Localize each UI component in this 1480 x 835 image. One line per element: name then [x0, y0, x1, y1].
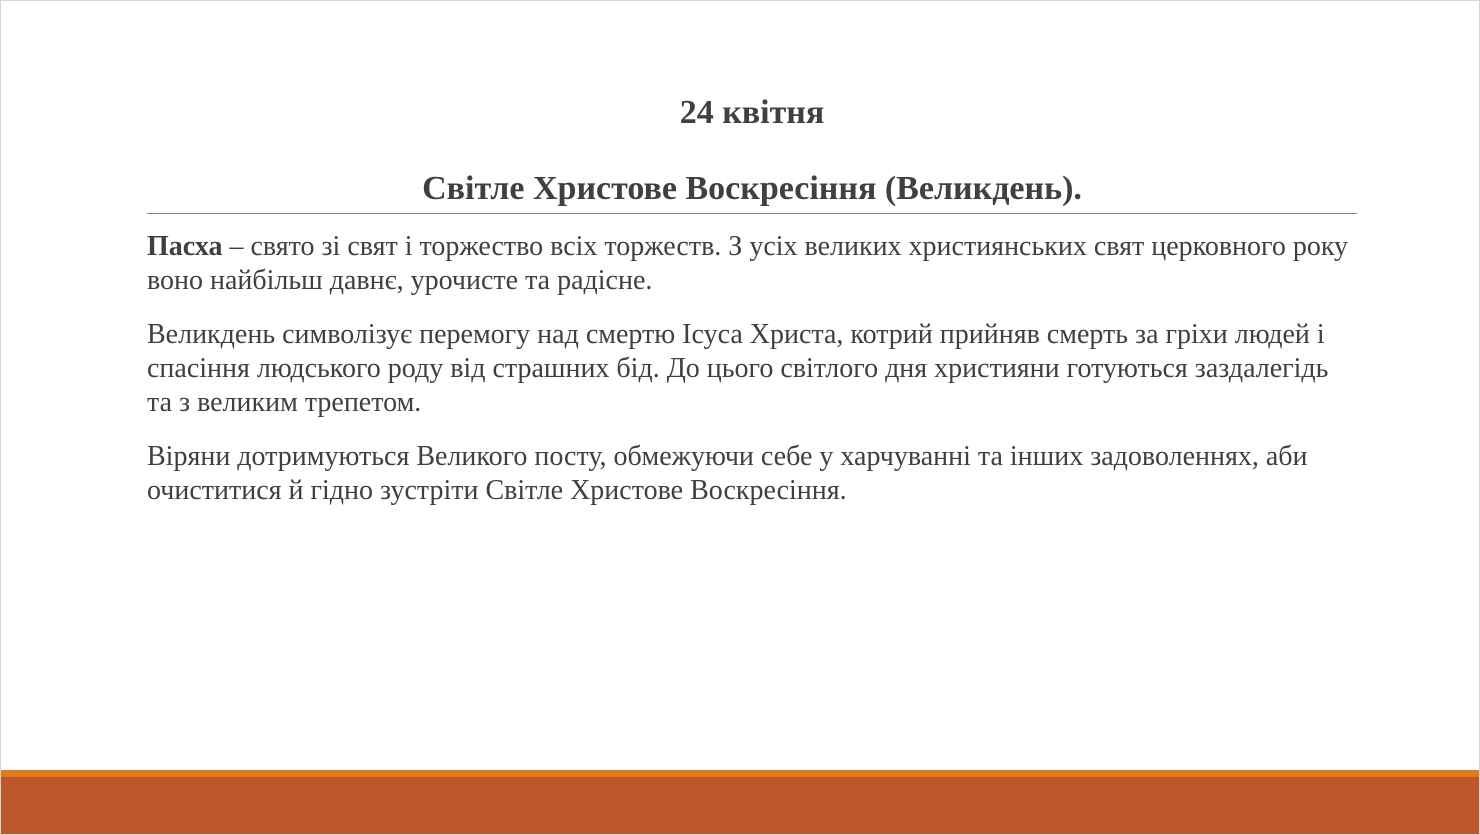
slide-title: Світле Христове Воскресіння (Великдень). — [422, 170, 1082, 207]
footer-band — [1, 777, 1479, 835]
paragraph-easter-definition — [147, 230, 1357, 298]
paragraph-great-lent: Віряни дотримуються Великого посту, обмежуючи себе у харчуванні та інших задоволеннях, аби очиститися й гідно зустріти Світле Христове Воскресіння. — [147, 441, 1308, 506]
term-pascha: Пасха — [147, 231, 223, 262]
footer-accent-stripe — [1, 770, 1479, 777]
slide-body — [147, 230, 1357, 528]
date-heading: 24 квітня — [679, 94, 825, 131]
paragraph-easter-meaning: Великдень символізує перемогу над смертю Ісуса Христа, котрий прийняв смерть за гріхи людей і спасіння людського роду від страшних бід. До цього світлого дня християни готуються заздалегідь та з великим трепетом. — [147, 319, 1329, 418]
title-divider — [147, 213, 1357, 214]
paragraph-1-text: – свято зі свят і торжество всіх торжеств. З усіх великих християнських свят церковного року воно найбільш давнє, урочисте та радісне. — [147, 231, 1349, 296]
